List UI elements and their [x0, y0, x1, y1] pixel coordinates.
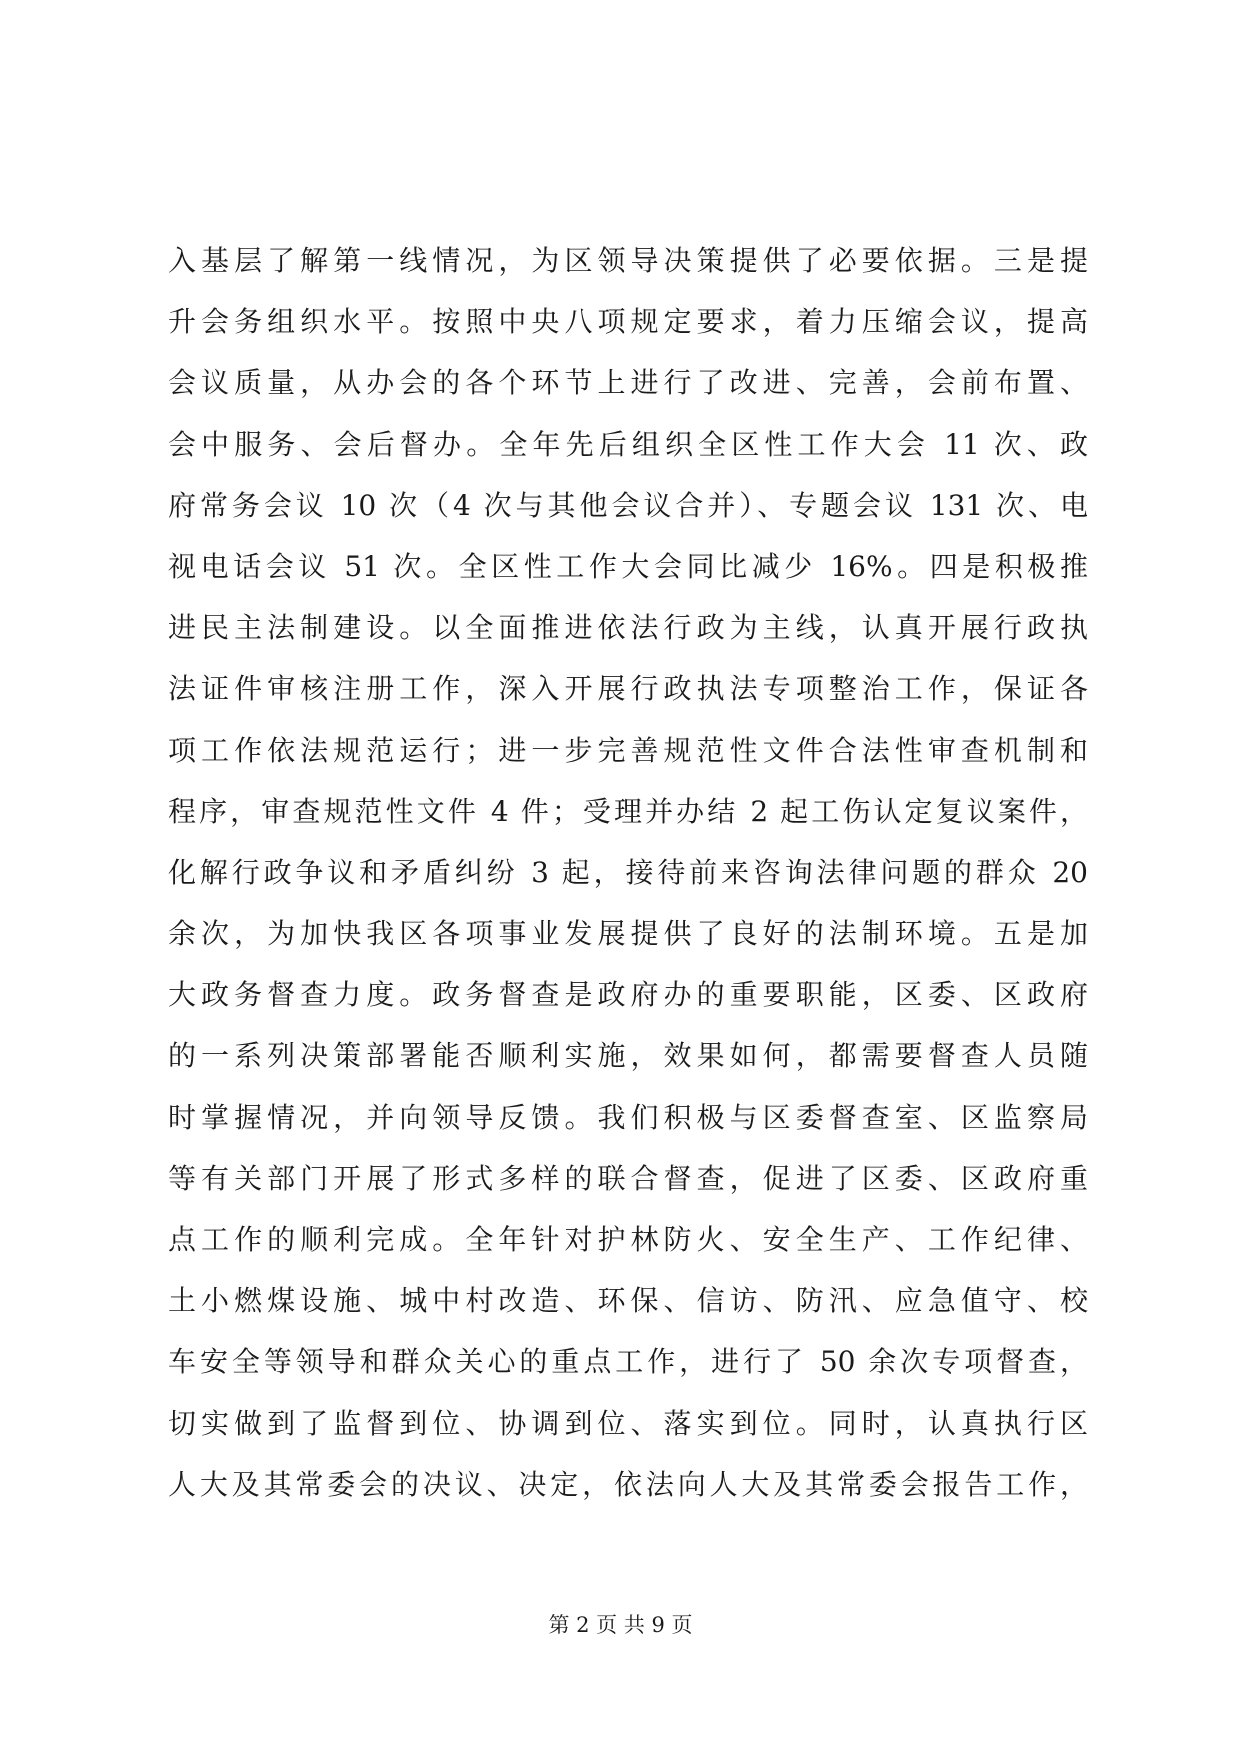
text-line: 会议质量，从办会的各个环节上进行了改进、完善，会前布置、 [168, 366, 1088, 400]
text-line: 土小燃煤设施、城中村改造、环保、信访、防汛、应急值守、校 [168, 1284, 1088, 1318]
body-text [168, 230, 1088, 1515]
text-line: 的一系列决策部署能否顺利实施，效果如何，都需要督查人员随 [168, 1039, 1088, 1073]
text-line: 视电话会议 51 次。全区性工作大会同比减少 16%。四是积极推 [168, 549, 1088, 583]
text-line: 等有关部门开展了形式多样的联合督查，促进了区委、区政府重 [168, 1161, 1088, 1195]
text-line: 大政务督查力度。政务督查是政府办的重要职能，区委、区政府 [168, 978, 1088, 1012]
text-line: 车安全等领导和群众关心的重点工作，进行了 50 余次专项督查， [168, 1345, 1088, 1379]
text-line: 会中服务、会后督办。全年先后组织全区性工作大会 11 次、政 [168, 427, 1088, 461]
text-line: 时掌握情况，并向领导反馈。我们积极与区委督查室、区监察局 [168, 1100, 1088, 1134]
text-line: 切实做到了监督到位、协调到位、落实到位。同时，认真执行区 [168, 1406, 1088, 1440]
text-line: 点工作的顺利完成。全年针对护林防火、安全生产、工作纪律、 [168, 1223, 1088, 1256]
text-line: 余次，为加快我区各项事业发展提供了良好的法制环境。五是加 [168, 917, 1088, 951]
text-line: 升会务组织水平。按照中央八项规定要求，着力压缩会议，提高 [168, 305, 1088, 339]
text-line: 法证件审核注册工作，深入开展行政执法专项整治工作，保证各 [168, 672, 1088, 706]
text-line: 程序，审查规范性文件 4 件；受理并办结 2 起工伤认定复议案件， [168, 794, 1088, 828]
text-line: 化解行政争议和矛盾纠纷 3 起，接待前来咨询法律问题的群众 20 [168, 855, 1088, 889]
text-line: 人大及其常委会的决议、决定，依法向人大及其常委会报告工作， [168, 1467, 1088, 1501]
text-line: 项工作依法规范运行；进一步完善规范性文件合法性审查机制和 [168, 733, 1088, 767]
text-line: 进民主法制建设。以全面推进依法行政为主线，认真开展行政执 [168, 611, 1088, 645]
page-footer [0, 1610, 1241, 1640]
page-number-label: 第 2 页 共 9 页 [548, 1613, 693, 1637]
text-line: 府常务会议 10 次（4 次与其他会议合并）、专题会议 131 次、电 [168, 488, 1088, 522]
text-line: 入基层了解第一线情况，为区领导决策提供了必要依据。三是提 [168, 244, 1088, 277]
